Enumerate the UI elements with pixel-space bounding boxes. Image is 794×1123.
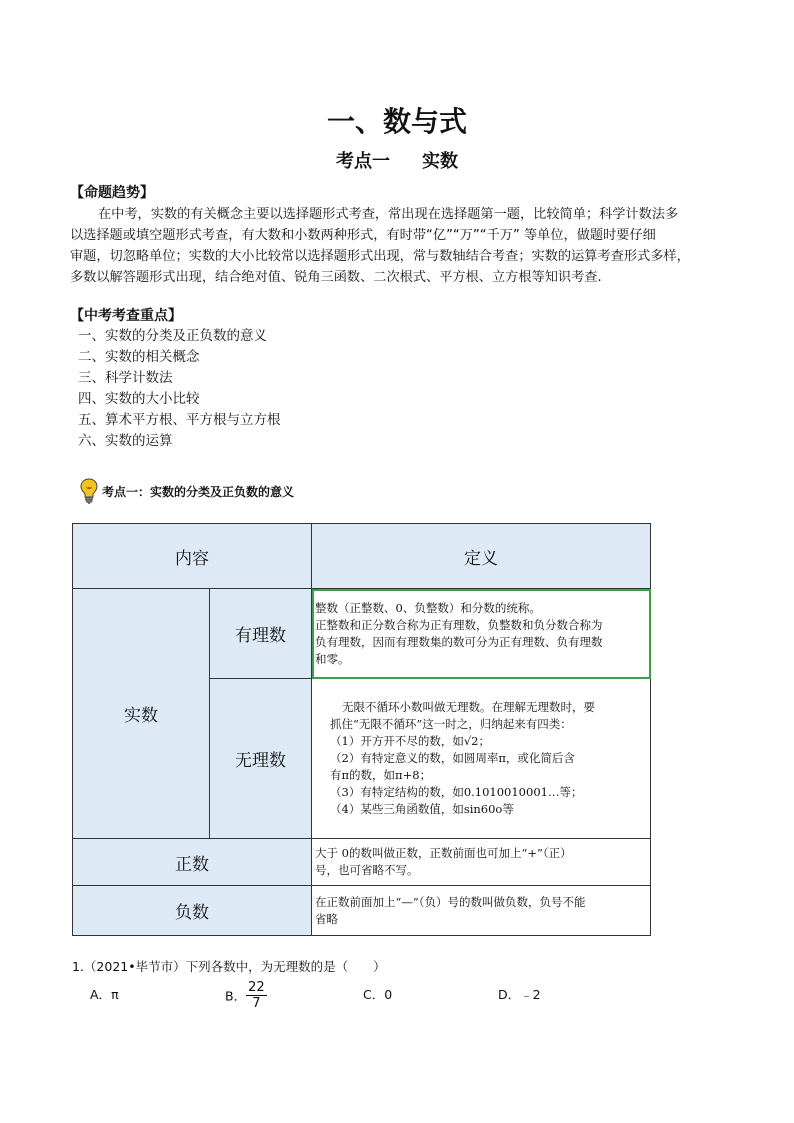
option-label: A． [90,987,112,1002]
option-value: 0 [384,987,393,1002]
real-number-definition-table [72,523,651,936]
definition-line: 抓住“无限不循环”这一时之，归纳起来有四类： [330,717,572,731]
definition-line: 负有理数，因而有理数集的数可分为正有理数、负有理数 [315,634,603,649]
negative-definition [312,886,651,936]
positive-label: 正数 [73,839,312,886]
section-subtitle [0,147,794,173]
definition-line: 号，也可省略不写。 [315,863,419,877]
rational-definition [312,589,651,679]
page-title: 一、数与式 [326,105,467,138]
header-content: 内容 [73,524,312,589]
option-value: π [111,987,119,1002]
definition-line: 整数（正整数、0、负整数）和分数的统称。 [315,600,541,615]
definition-line: 正整数和正分数合称为正有理数，负整数和负分数合称为 [315,617,603,632]
definition-line: 省略 [315,911,338,926]
option-c [363,985,392,1003]
irrational-definition [312,679,651,839]
real-number-cell: 实数 [73,589,210,839]
trend-paragraph [70,204,734,288]
definition-line: 和零。 [315,651,350,666]
definition-line: 有π的数，如π+8； [330,768,432,782]
irrational-label: 无理数 [210,679,312,839]
trend-line: 以选择题或填空题形式考查，有大数和小数两种形式，有时带“亿”“万”“千万” 等单位，做题时要仔细 [70,228,656,243]
option-d [498,985,541,1003]
rational-label: 有理数 [210,589,312,679]
header-definition: 定义 [312,524,651,589]
kp1-title-text: 考点一：实数的分类及正负数的意义 [102,484,295,499]
option-label: C． [363,987,385,1002]
option-a [90,985,119,1003]
denominator: 7 [252,996,261,1011]
definition-line: 无限不循环小数叫做无理数。在理解无理数时，要 [342,700,595,714]
list-item: 四、实数的大小比较 [78,391,200,407]
definition-line: （4）某些三角函数值，如sin60o等 [330,802,514,816]
trend-heading: 【命题趋势】 [70,185,154,201]
trend-line: 在中考，实数的有关概念主要以选择题形式考查，常出现在选择题第一题，比较简单；科学计数法多 [98,207,679,222]
definition-line: （3）有特定结构的数，如0.1010010001…等； [330,785,583,799]
list-item: 一、实数的分类及正负数的意义 [78,328,267,344]
subtitle-topic-name: 实数 [422,151,458,172]
option-value: ﹣2 [520,987,541,1002]
definition-line: （2）有特定意义的数，如圆周率π，或化简后含 [330,751,575,765]
list-item: 二、实数的相关概念 [78,349,200,365]
option-b [225,980,267,1011]
definition-line: 大于 0的数叫做正数，正数前面也可加上“+”（正） [315,846,572,860]
trend-line: 审题，切忽略单位；实数的大小比较常以选择题形式出现，常与数轴结合考查；实数的运算考查形式多样， [70,249,690,264]
trend-line: 多数以解答题形式出现，结合绝对值、锐角三函数、二次根式、平方根、立方根等知识考查. [70,270,602,285]
negative-label: 负数 [73,886,312,936]
numerator: 22 [248,980,265,995]
key-points-heading: 【中考考查重点】 [70,308,182,324]
definition-line: 在正数前面加上“—”（负）号的数叫做负数，负号不能 [315,894,586,909]
kp1-title [80,478,294,504]
subtitle-topic-number: 考点一 [336,151,390,172]
key-points-list [78,326,281,452]
list-item: 三、科学计数法 [78,370,173,386]
definition-line: （1）开方开不尽的数，如√2； [330,734,490,748]
lightbulb-icon [80,478,98,504]
fraction [246,980,267,1011]
list-item: 五、算术平方根、平方根与立方根 [78,412,281,428]
list-item: 六、实数的运算 [78,433,173,449]
option-label: B． [225,988,247,1004]
question-1-stem: 1.（2021•毕节市）下列各数中，为无理数的是（ ） [72,959,386,974]
option-label: D． [498,987,521,1002]
positive-definition [312,839,651,886]
